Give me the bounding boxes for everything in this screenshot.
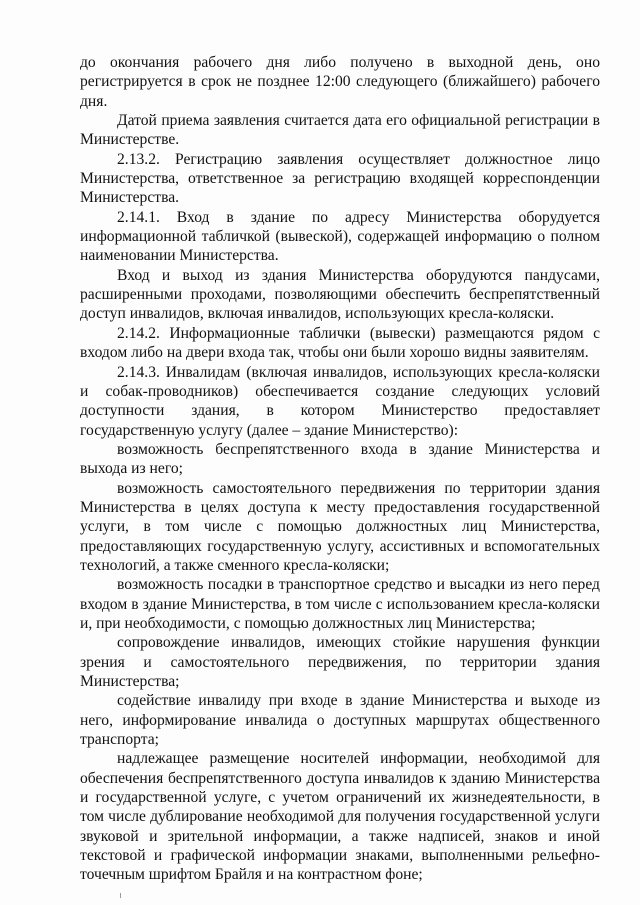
paragraph-2-13-2: 2.13.2. Регистрацию заявления осуществляет должностное лицо Министерства, ответственное за регистрацию входящей корреспонденции Министерства. [80,150,600,207]
scan-artifact [120,893,121,898]
list-item-assistance: содействие инвалиду при входе в здание Министерства и выходе из него, информирование инвалида о доступных маршрутах общественного транспорта; [80,692,600,749]
paragraph-2-14-3: 2.14.3. Инвалидам (включая инвалидов, использующих кресла-коляски и собак-проводников) обеспечивается создание следующих условий доступности здания, в котором Министерство предоставляет государственную услугу (далее – здание Министерство): [80,363,600,439]
paragraph-2-14-1: 2.14.1. Вход в здание по адресу Министерства оборудуется информационной табличкой (вывеской), содержащей информацию о полном наименовании Министерства. [80,208,600,265]
paragraph-continuation: до окончания рабочего дня либо получено в выходной день, оно регистрируется в срок не позднее 12:00 следующего (ближайшего) рабочего дня. [80,54,600,110]
paragraph-registration-date: Датой приема заявления считается дата его официальной регистрации в Министерстве. [80,112,600,149]
document-body [80,53,600,885]
list-item-movement: возможность самостоятельного передвижения по территории здания Министерства в целях доступа к месту предоставления государственной услуги, в том числе с помощью должностных лиц Министерства, предоставляющих государственную услугу, ассистивных и вспомогательных технологий, а также сменного кресла-коляски; [80,479,600,574]
paragraph-ramps: Вход и выход из здания Министерства оборудуются пандусами, расширенными проходами, позволяющими обеспечить беспрепятственный доступ инвалидов, включая инвалидов, использующих кресла-коляски. [80,266,600,323]
list-item-transport: возможность посадки в транспортное средство и высадки из него перед входом в здание Министерства, в том числе с использованием кресла-коляски и, при необходимости, с помощью должностных лиц Министерства; [80,576,600,632]
paragraph-2-14-2: 2.14.2. Информационные таблички (вывески) размещаются рядом с входом либо на двери входа так, чтобы они были хорошо видны заявителям. [80,324,600,362]
list-item-information-placement: надлежащее размещение носителей информации, необходимой для обеспечения беспрепятственного доступа инвалидов к зданию Министерства и государственной услуге, с учетом ограничений их жизнедеятельности, в том числе дублирование необходимой для получения государственной услуги звуковой и зрительной информации, а также надписей, знаков и иной текстовой и графической информации знаками, выполненными рельефно-точечным шрифтом Брайля и на контрастном фоне; [80,750,600,884]
list-item-escort: сопровождение инвалидов, имеющих стойкие нарушения функции зрения и самостоятельного передвижения, по территории здания Министерства; [80,634,600,690]
list-item-entry-exit: возможность беспрепятственного входа в здание Министерства и выхода из него; [80,440,600,478]
